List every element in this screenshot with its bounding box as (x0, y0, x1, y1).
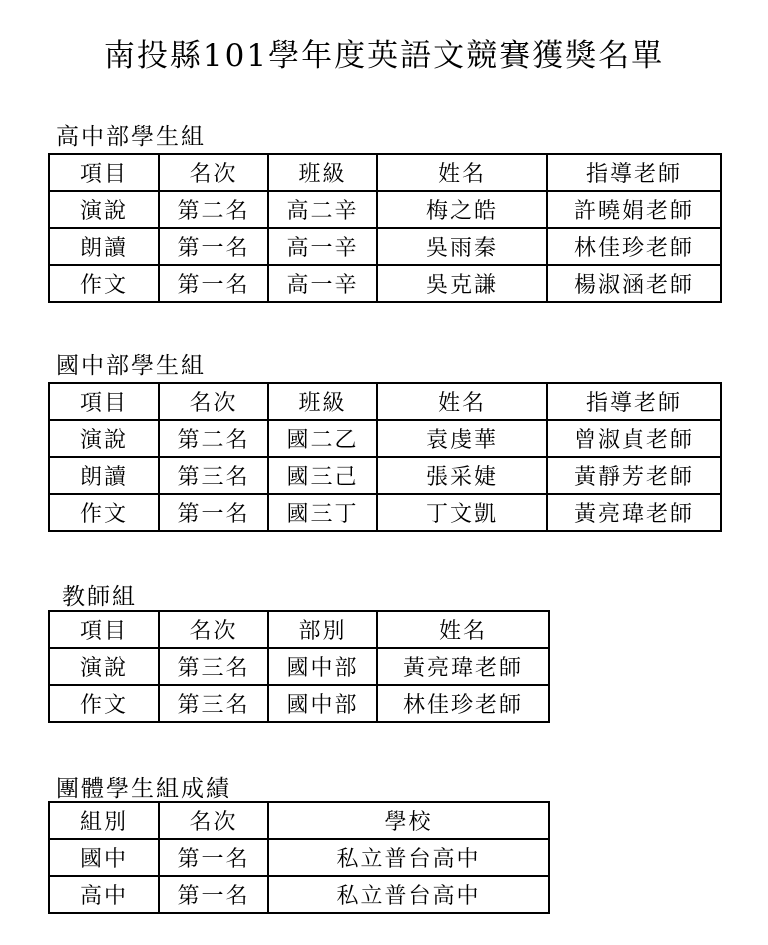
cell-rank: 第三名 (159, 457, 268, 494)
cell-item: 朗讀 (49, 228, 159, 265)
header-cell-rank: 名次 (159, 383, 268, 420)
header-cell-item: 項目 (49, 611, 159, 648)
header-cell-rank: 名次 (159, 154, 268, 191)
cell-advisor: 林佳珍老師 (547, 228, 721, 265)
cell-name: 吳克謙 (377, 265, 547, 302)
cell-class: 高一辛 (268, 265, 377, 302)
header-cell-school: 學校 (268, 802, 549, 839)
cell-rank: 第一名 (159, 228, 268, 265)
cell-class: 高二辛 (268, 191, 377, 228)
cell-rank: 第一名 (159, 265, 268, 302)
cell-advisor: 楊淑涵老師 (547, 265, 721, 302)
cell-item: 演說 (49, 420, 159, 457)
cell-item: 作文 (49, 265, 159, 302)
header-cell-group: 組別 (49, 802, 159, 839)
cell-division: 國中部 (268, 685, 377, 722)
cell-group: 高中 (49, 876, 159, 913)
table-row (49, 191, 721, 228)
cell-rank: 第一名 (159, 876, 268, 913)
cell-advisor: 黃亮瑋老師 (547, 494, 721, 531)
cell-school: 私立普台高中 (268, 839, 549, 876)
cell-item: 朗讀 (49, 457, 159, 494)
header-cell-item: 項目 (49, 154, 159, 191)
table-row (49, 685, 549, 722)
table-row (49, 457, 721, 494)
cell-rank: 第二名 (159, 191, 268, 228)
teacher-results-table (48, 610, 550, 723)
header-cell-name: 姓名 (377, 154, 547, 191)
table-row (49, 228, 721, 265)
cell-item: 演說 (49, 191, 159, 228)
cell-rank: 第二名 (159, 420, 268, 457)
cell-rank: 第一名 (159, 839, 268, 876)
cell-group: 國中 (49, 839, 159, 876)
table-header-row (49, 383, 721, 420)
team-results-table (48, 801, 550, 914)
cell-item: 演說 (49, 648, 159, 685)
header-cell-rank: 名次 (159, 802, 268, 839)
header-cell-rank: 名次 (159, 611, 268, 648)
cell-name: 袁虔華 (377, 420, 547, 457)
section-label-team: 團體學生組成績 (56, 776, 231, 802)
cell-school: 私立普台高中 (268, 876, 549, 913)
header-cell-item: 項目 (49, 383, 159, 420)
cell-name: 林佳珍老師 (377, 685, 549, 722)
cell-name: 黃亮瑋老師 (377, 648, 549, 685)
cell-name: 丁文凱 (377, 494, 547, 531)
cell-advisor: 曾淑貞老師 (547, 420, 721, 457)
header-cell-division: 部別 (268, 611, 377, 648)
header-cell-class: 班級 (268, 154, 377, 191)
cell-item: 作文 (49, 494, 159, 531)
table-header-row (49, 802, 549, 839)
cell-class: 高一辛 (268, 228, 377, 265)
cell-class: 國三丁 (268, 494, 377, 531)
header-cell-advisor: 指導老師 (547, 383, 721, 420)
cell-name: 梅之皓 (377, 191, 547, 228)
junior-results-table (48, 382, 722, 532)
section-label-junior: 國中部學生組 (56, 353, 206, 379)
cell-name: 張采婕 (377, 457, 547, 494)
header-cell-class: 班級 (268, 383, 377, 420)
section-label-senior: 高中部學生組 (56, 124, 206, 150)
cell-class: 國三己 (268, 457, 377, 494)
cell-rank: 第一名 (159, 494, 268, 531)
cell-class: 國二乙 (268, 420, 377, 457)
cell-rank: 第三名 (159, 685, 268, 722)
table-row (49, 420, 721, 457)
cell-name: 吳雨秦 (377, 228, 547, 265)
header-cell-name: 姓名 (377, 611, 549, 648)
header-cell-advisor: 指導老師 (547, 154, 721, 191)
table-header-row (49, 611, 549, 648)
table-row (49, 494, 721, 531)
table-row (49, 839, 549, 876)
cell-item: 作文 (49, 685, 159, 722)
cell-division: 國中部 (268, 648, 377, 685)
cell-advisor: 許曉娟老師 (547, 191, 721, 228)
table-row (49, 648, 549, 685)
section-label-teacher: 教師組 (62, 584, 137, 610)
page-title: 南投縣101學年度英語文競賽獲獎名單 (103, 38, 665, 74)
cell-rank: 第三名 (159, 648, 268, 685)
table-header-row (49, 154, 721, 191)
table-row (49, 876, 549, 913)
cell-advisor: 黃靜芳老師 (547, 457, 721, 494)
senior-results-table (48, 153, 722, 303)
header-cell-name: 姓名 (377, 383, 547, 420)
table-row (49, 265, 721, 302)
